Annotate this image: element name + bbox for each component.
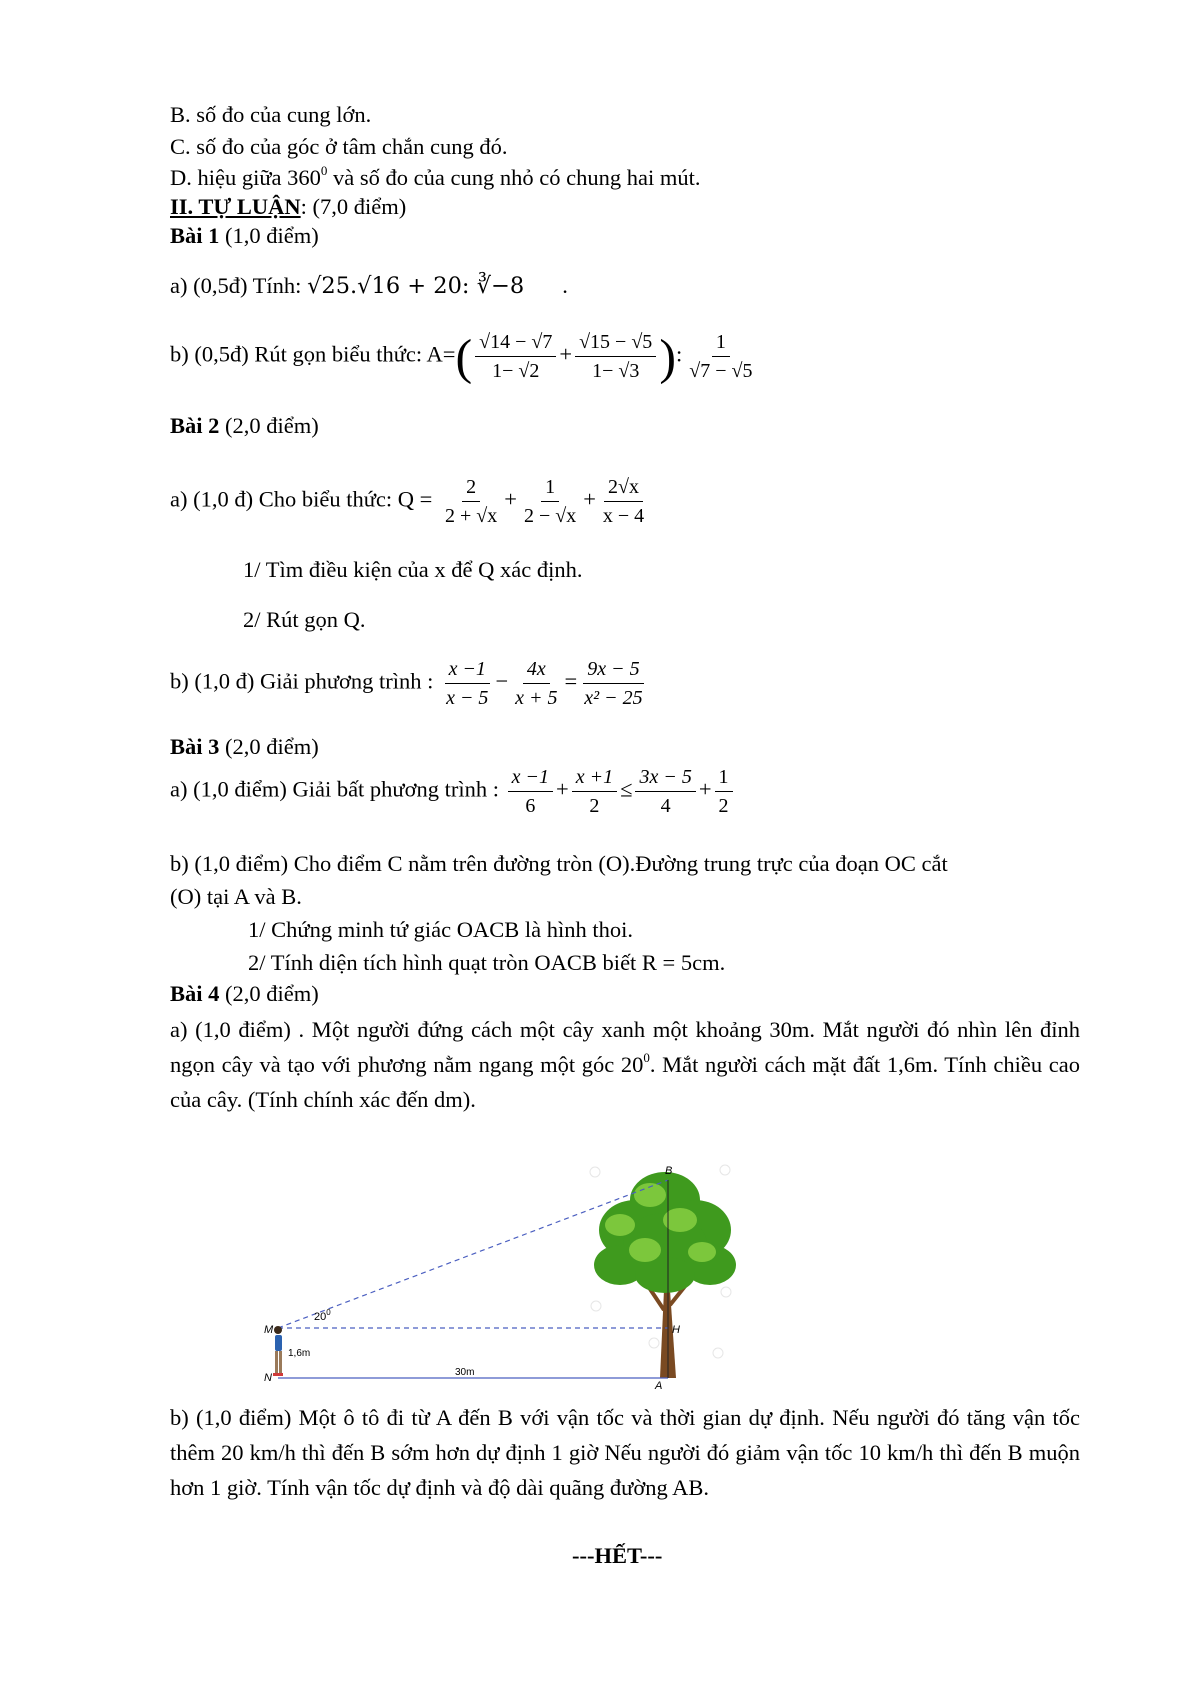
end-marker: ---HẾT---: [572, 1543, 663, 1568]
bai1-heading: Bài 1 (1,0 điểm): [170, 223, 319, 248]
bai3-b-1: b) (1,0 điểm) Cho điểm C nằm trên đường tròn (O).Đường trung trực của đoạn OC cắt: [170, 851, 948, 876]
part2-heading: II. TỰ LUẬN: (7,0 điểm): [170, 194, 407, 219]
bai2-a: a) (1,0 đ) Cho biểu thức: Q = $\frac{2}{2 + √x}$ + $\frac{1}{2 - √x}$ + $\frac{2√x}{x - 4}$: [170, 476, 645, 527]
bai2-b: b) (1,0 đ) Giải phương trình : $\frac{x -1}{x - 5}$ − $\frac{4x}{x + 5}$ = $\frac{9x - 5}{\text{x² − 25}}$: [170, 658, 643, 709]
bai3-a: a) (1,0 điểm) Giải bất phương trình : $\frac{x -1}{6}$ + $\frac{x +1}{2}$ ≤ $\frac{3x - 5}{4}$ + $\frac{1}{2}$: [170, 765, 736, 818]
bai3-heading: Bài 3 (2,0 điểm): [170, 734, 319, 759]
bai4-b: b) (1,0 điểm) Một ô tô đi từ A đến B với vận tốc và thời gian dự định. Nếu người đó tăng vận tốc thêm 20 km/h thì đến B sớm hơn dự định 1 giờ Nếu người đó giảm vận tốc 10 km/h thì đến B muộn hơn 1 giờ. Tính vận tốc dự định và độ dài quãng đường AB.: [170, 1405, 1080, 1500]
bai1-b: b) (0,5đ) Rút gọn biểu thức: A=( $\frac{√14 - √7}{1- √2}$ + $\frac{√15 - √5}{1- √3}$ ): $\frac{1}{√7 - √5}$: [170, 328, 753, 385]
label-height: 1,6m: [288, 1348, 311, 1359]
tree-figure: [240, 1140, 760, 1392]
label-M: M: [264, 1324, 274, 1336]
bai3-b-4: 2/ Tính diện tích hình quạt tròn OACB biết R = 5cm.: [248, 950, 726, 975]
label-distance: 30m: [455, 1367, 475, 1378]
option-b: B. số đo của cung lớn.: [170, 102, 372, 127]
bai2-a-1: 1/ Tìm điều kiện của x để Q xác định.: [243, 557, 583, 582]
bai3-b-2: (O) tại A và B.: [170, 884, 302, 909]
label-A: A: [655, 1380, 663, 1392]
option-c: C. số đo của góc ở tâm chắn cung đó.: [170, 134, 508, 159]
option-d: D. hiệu giữa $360^0$ và số đo của cung nhỏ có chung hai mút.: [170, 163, 701, 190]
bai1-a: a) (0,5đ) Tính: √25.√16 + 20: ∛−8 .: [170, 273, 568, 299]
person: [273, 1326, 283, 1376]
label-N: N: [264, 1372, 272, 1384]
bai2-a-2: 2/ Rút gọn Q.: [243, 607, 366, 632]
bai4-a: a) (1,0 điểm) . Một người đứng cách một cây xanh một khoảng 30m. Mắt người đó nhìn lên đỉnh ngọn cây và tạo với phương nằm ngang một góc $20^0$. Mắt người cách mặt đất 1,6m. Tính chiều cao của cây. (Tính chính xác đến dm).: [170, 1017, 1080, 1112]
label-angle: $20^0$: [314, 1308, 331, 1323]
bai2-heading: Bài 2 (2,0 điểm): [170, 413, 319, 438]
bai4-heading: Bài 4 (2,0 điểm): [170, 981, 319, 1006]
label-B: B: [665, 1165, 673, 1177]
bai3-b-3: 1/ Chứng minh tứ giác OACB là hình thoi.: [248, 917, 634, 942]
label-H: H: [672, 1324, 680, 1336]
